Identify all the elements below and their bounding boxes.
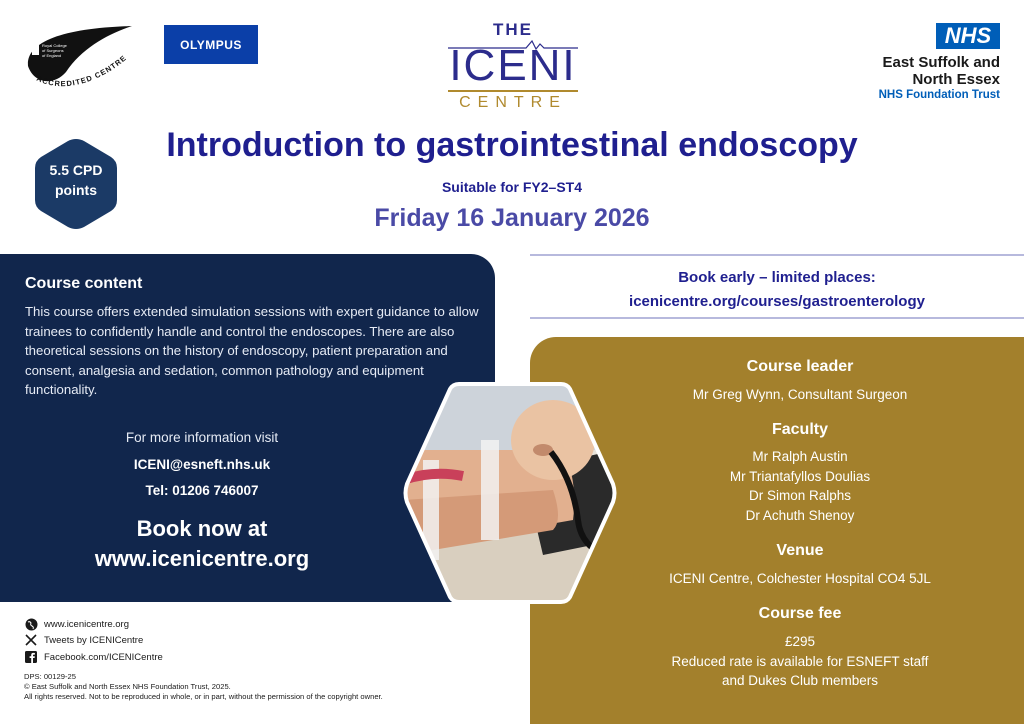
booking-url-link[interactable]: icenicentre.org/courses/gastroenterology [629, 293, 925, 310]
course-leader-heading: Course leader [746, 358, 854, 375]
faculty-member: Mr Ralph Austin [752, 449, 848, 464]
footer-website-row[interactable] [24, 617, 129, 631]
venue-heading: Venue [776, 542, 824, 559]
book-now-url[interactable]: www.icenicentre.org [94, 546, 310, 571]
faculty-member: Dr Achuth Shenoy [745, 508, 855, 524]
svg-text:of England: of England [42, 53, 62, 58]
endoscopy-simulator-photo [403, 380, 617, 606]
booking-divider-top [530, 254, 1024, 256]
more-info-label: For more information visit [125, 430, 279, 445]
course-content-body: This course offers extended simulation sessions with expert guidance to allow trainees to confidently handle and control the endoscopes. There are also theoretical sessions on the history of endoscopy, patient preparation and consent, analgesia and sedation, common pathology and equipment functionality. [25, 304, 479, 397]
page-title: Introduction to gastrointestinal endoscopy [166, 126, 858, 164]
nhs-foundation-trust: NHS Foundation Trust [878, 89, 1000, 101]
cpd-line2: points [55, 182, 97, 198]
footer-dps: DPS: 00129-25 [24, 672, 76, 681]
course-leader-name: Mr Greg Wynn, Consultant Surgeon [692, 387, 908, 402]
rcs-accredited-logo [22, 22, 140, 94]
iceni-logo-divider [448, 90, 578, 92]
course-fee-amount: £295 [784, 634, 816, 649]
rcs-accredited-text: ACCREDITED CENTRE [35, 53, 129, 89]
course-fee-note-line1: Reduced rate is available for ESNEFT staff [671, 653, 929, 669]
suitable-for: Suitable for FY2–ST4 [441, 179, 583, 195]
iceni-logo-the: THE [493, 20, 533, 39]
iceni-centre-logo [440, 18, 586, 116]
olympus-logo [164, 25, 258, 64]
book-early-banner [530, 266, 1024, 314]
faculty-list [575, 447, 1024, 526]
course-fee-note-line2: and Dukes Club members [721, 673, 879, 689]
course-content-heading: Course content [25, 275, 143, 292]
x-twitter-icon [24, 633, 38, 647]
contact-email[interactable]: ICENI@esneft.nhs.uk [133, 457, 271, 472]
footer-rights: All rights reserved. Not to be reproduced in whole, or in part, without the permission of the copyright owner. [24, 692, 383, 701]
venue-address: ICENI Centre, Colchester Hospital CO4 5JL [669, 571, 931, 586]
footer-website[interactable]: www.icenicentre.org [44, 618, 130, 630]
svg-text:of Surgeons: of Surgeons [42, 48, 64, 53]
iceni-logo-name: ICENI [449, 41, 577, 90]
nhs-org-name [820, 54, 1000, 88]
footer-facebook[interactable]: Facebook.com/ICENICentre [44, 651, 163, 663]
cpd-line1: 5.5 CPD [49, 162, 103, 178]
nhs-org-line2: North Essex [912, 71, 1000, 88]
footer-copyright: © East Suffolk and North Essex NHS Foundation Trust, 2025. [24, 682, 231, 691]
facebook-icon [24, 650, 38, 664]
book-early-label: Book early – limited places: [678, 269, 876, 286]
footer-facebook-row[interactable] [24, 650, 163, 664]
book-now-line1: Book now at [136, 516, 268, 541]
faculty-section [575, 421, 1024, 526]
faculty-heading: Faculty [771, 421, 828, 438]
svg-text:Royal College: Royal College [42, 43, 67, 48]
faculty-member: Mr Triantafyllos Doulias [729, 468, 871, 484]
nhs-org-line1: East Suffolk and [882, 54, 1000, 71]
globe-icon [24, 617, 38, 631]
footer-twitter-row[interactable] [24, 633, 143, 647]
nhs-badge: NHS [936, 23, 1000, 49]
course-leader-section [575, 358, 1024, 405]
olympus-logo-text: OLYMPUS [180, 37, 242, 52]
footer-twitter[interactable]: Tweets by ICENICentre [44, 634, 144, 646]
faculty-member: Dr Simon Ralphs [748, 488, 852, 504]
course-fee-heading: Course fee [758, 605, 842, 622]
iceni-logo-centre: CENTRE [459, 94, 567, 111]
venue-section [575, 542, 1024, 589]
course-fee-section [575, 605, 1024, 691]
contact-phone: Tel: 01206 746007 [145, 483, 259, 498]
course-date: Friday 16 January 2026 [374, 204, 650, 232]
booking-divider-bottom [530, 317, 1024, 319]
book-now-cta[interactable] [0, 514, 404, 574]
nhs-trust-logo [820, 23, 1000, 103]
